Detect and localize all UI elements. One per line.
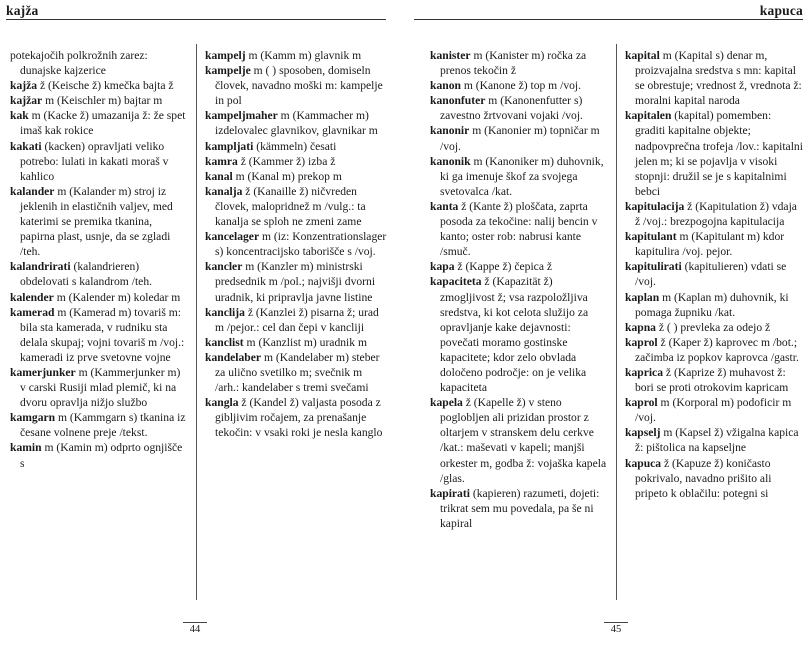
definition: m (Kapitulant m) kdor kapitulira /voj. pejor. bbox=[635, 230, 785, 259]
definition: ž (Kaper ž) kaprovec m /bot.; začimba iz popkov kaprovca /gastr. bbox=[635, 335, 799, 364]
dictionary-entry bbox=[10, 440, 188, 470]
dictionary-entry bbox=[430, 154, 610, 199]
headword: kalandrirati bbox=[10, 260, 71, 274]
headword: kanonik bbox=[430, 154, 471, 168]
page-number: 45 bbox=[610, 624, 622, 635]
headword: kapirati bbox=[430, 486, 470, 500]
dictionary-entry bbox=[430, 274, 610, 395]
dictionary-entry bbox=[205, 169, 387, 184]
headword: kakati bbox=[10, 139, 42, 153]
definition: m (Kanzlist m) uradnik m bbox=[243, 335, 367, 349]
headword: kanal bbox=[205, 169, 233, 183]
headword: kapitulant bbox=[625, 230, 677, 244]
folio-rule bbox=[604, 622, 628, 623]
headword: kapselj bbox=[625, 426, 661, 440]
folio-rule bbox=[183, 622, 207, 623]
dictionary-entry bbox=[625, 48, 803, 108]
dictionary-entry bbox=[205, 305, 387, 335]
headword: kaprol bbox=[625, 396, 658, 410]
definition: ž (Kapelle ž) v steno poglobljen ali prizidan prostor z oltarjem v stranskem delu cerkve /kat.: maševati v kapeli; manjši orkester m, godba ž: vojaška kapela /glas. bbox=[440, 396, 607, 485]
dictionary-entry bbox=[205, 229, 387, 259]
headword: kamerjunker bbox=[10, 365, 76, 379]
dictionary-entry bbox=[625, 229, 803, 259]
dictionary-entry bbox=[10, 290, 188, 305]
headword: kancler bbox=[205, 260, 243, 274]
dictionary-entry bbox=[10, 108, 188, 138]
definition: m (Korporal m) podoficir m /voj. bbox=[635, 396, 792, 425]
definition: m (Kanone ž) top m /voj. bbox=[460, 79, 582, 93]
column-2 bbox=[625, 48, 803, 501]
dictionary-entry bbox=[205, 139, 387, 154]
dictionary-entry bbox=[430, 93, 610, 123]
dictionary-entry bbox=[205, 63, 387, 108]
headword: kapital bbox=[625, 49, 660, 62]
definition: ž (Kapitulation ž) vdaja ž /voj.: brezpogojna kapitulacija bbox=[635, 199, 797, 229]
definition: (kapitulieren) vdati se /voj. bbox=[635, 260, 787, 289]
definition: ž (Kappe ž) čepica ž bbox=[454, 260, 553, 274]
headword: kanclija bbox=[205, 305, 245, 319]
definition: m (Kanonier m) topničar m /voj. bbox=[440, 124, 600, 153]
dictionary-entry bbox=[10, 259, 188, 289]
headword: kalander bbox=[10, 184, 55, 198]
dictionary-entry bbox=[205, 48, 387, 63]
definition: m (Keischler m) bajtar m bbox=[42, 94, 163, 108]
dictionary-entry bbox=[205, 350, 387, 395]
definition: ž (Kanaille ž) ničvreden človek, malopridnež m /vulg.: ta kanalja se sploh ne zmeni zame bbox=[215, 184, 366, 229]
headword: kaprica bbox=[625, 365, 664, 379]
column-1 bbox=[10, 48, 188, 471]
definition: ž (Kandel ž) valjasta posoda z gibljivim ročajem, za prenašanje tekočin: v vsaki roki je nesla kanglo bbox=[215, 396, 383, 440]
definition: m (Kanal m) prekop m bbox=[232, 169, 342, 183]
headword: kapitalen bbox=[625, 109, 672, 123]
dictionary-entry bbox=[10, 93, 188, 108]
headword: kalender bbox=[10, 290, 54, 304]
definition: m (Kanonenfutter s) zavestno žrtvovani vojaki /voj. bbox=[440, 94, 583, 123]
definition: m (Kaplan m) duhovnik, ki pomaga župniku /kat. bbox=[635, 290, 789, 319]
definition: m (Kammgarn s) tkanina iz česane volnene preje /tekst. bbox=[20, 411, 186, 440]
page-number: 44 bbox=[189, 624, 201, 635]
dictionary-entry bbox=[10, 305, 188, 365]
definition: m (Kalender m) koledar m bbox=[53, 290, 181, 304]
headword: kapitulacija bbox=[625, 199, 685, 213]
dictionary-entry bbox=[625, 320, 803, 335]
definition: ž (Kammer ž) izba ž bbox=[237, 154, 336, 168]
definition: (kapital) pomemben: graditi kapitalne objekte; nadpovprečna trofeja /lov.: kapitalni jelen m; ki se pojavlja v visoki stopnji: družil se je s kapitalnimi bebci bbox=[635, 109, 803, 198]
headword: kangla bbox=[205, 396, 239, 410]
headword: kanalja bbox=[205, 184, 243, 198]
dictionary-entry bbox=[205, 154, 387, 169]
headword: kapaciteta bbox=[430, 275, 482, 289]
dictionary-entry bbox=[10, 48, 188, 78]
definition: (kalandrieren) obdelovati s kalandrom /teh. bbox=[20, 260, 153, 289]
dictionary-entry bbox=[625, 290, 803, 320]
definition: m (Kapital s) denar m, proizvajalna sredstva s mn: kapital se obrestuje; vrednost ž, vrednota ž: moralni kapital naroda bbox=[635, 49, 802, 108]
column-divider bbox=[616, 44, 617, 600]
running-head: kapuca bbox=[759, 3, 803, 18]
headword: kancelager bbox=[205, 230, 260, 244]
headword: kanon bbox=[430, 79, 461, 93]
dictionary-entry bbox=[10, 139, 188, 184]
definition: m (Kamin m) odprto ognjišče s bbox=[20, 441, 183, 470]
headword: kampelj bbox=[205, 49, 246, 62]
dictionary-entry bbox=[625, 108, 803, 199]
definition: m (iz: Konzentrationslager s) koncentracijsko taborišče s /voj. bbox=[215, 230, 387, 259]
headword: kaprol bbox=[625, 335, 658, 349]
headword: kajžar bbox=[10, 94, 43, 108]
definition: m (Kandelaber m) steber za ulično svetilko m; svečnik m /arh.: kandelaber s tremi svečami bbox=[215, 350, 380, 395]
right-page bbox=[408, 0, 809, 660]
headword: kapa bbox=[430, 260, 455, 274]
headword: kandelaber bbox=[205, 350, 262, 364]
definition: ž (Keische ž) kmečka bajta ž bbox=[37, 79, 174, 93]
dictionary-entry bbox=[205, 335, 387, 350]
dictionary-entry bbox=[205, 184, 387, 229]
dictionary-entry bbox=[10, 184, 188, 259]
definition: m (Kanzler m) ministrski predsednik m /pol.; najvišji dvorni uradnik, ki pripravlja javne listine bbox=[215, 260, 376, 304]
definition: potekajočih polkrožnih zarez: dunajske kajzerice bbox=[10, 49, 148, 78]
left-page bbox=[0, 0, 392, 660]
definition: (kämmeln) česati bbox=[253, 139, 337, 153]
headword: kanonir bbox=[430, 124, 470, 138]
headword: kapela bbox=[430, 396, 463, 410]
definition: ž ( ) prevleka za odejo ž bbox=[655, 320, 771, 334]
definition: m (Kalander m) stroj iz jeklenih in elastičnih valjev, med katerimi se premika tkanina, papirna plast, usnje, da se zgladi /teh. bbox=[20, 184, 173, 259]
definition: m (Kacke ž) umazanija ž: že spet imaš kak rokice bbox=[20, 109, 186, 138]
dictionary-entry bbox=[10, 410, 188, 440]
dictionary-entry bbox=[430, 259, 610, 274]
dictionary-entry bbox=[625, 425, 803, 455]
definition: m (Kanister m) ročka za prenos tekočin ž bbox=[440, 49, 587, 78]
headword: kajža bbox=[10, 79, 38, 93]
header-rule bbox=[414, 19, 803, 20]
headword: kampljati bbox=[205, 139, 254, 153]
headword: kamin bbox=[10, 441, 42, 455]
running-head: kajža bbox=[6, 3, 39, 18]
definition: m (Kamm m) glavnik m bbox=[245, 49, 362, 62]
dictionary-entry bbox=[10, 78, 188, 93]
headword: kapna bbox=[625, 320, 656, 334]
headword: kaplan bbox=[625, 290, 660, 304]
dictionary-entry bbox=[430, 486, 610, 531]
definition: ž (Kaprize ž) muhavost ž: bori se proti otrokovim kapricam bbox=[635, 365, 789, 395]
dictionary-entry bbox=[205, 259, 387, 304]
headword: kapuca bbox=[625, 456, 662, 470]
dictionary-entry bbox=[205, 108, 387, 138]
headword: kamerad bbox=[10, 305, 55, 319]
definition: m ( ) sposoben, domiseln človek, navadno moški m: kampelje in pol bbox=[215, 64, 383, 108]
headword: kanta bbox=[430, 199, 459, 213]
dictionary-entry bbox=[625, 395, 803, 425]
dictionary-entry bbox=[625, 199, 803, 229]
headword: kanister bbox=[430, 49, 471, 62]
dictionary-entry bbox=[625, 335, 803, 365]
definition: ž (Kapuze ž) koničasto pokrivalo, navadno prišito ali pripeto k oblačilu: potegni si bbox=[635, 456, 772, 500]
dictionary-entry bbox=[430, 395, 610, 486]
dictionary-entry bbox=[625, 259, 803, 289]
headword: kampeljmaher bbox=[205, 109, 278, 123]
column-1 bbox=[430, 48, 610, 531]
dictionary-entry bbox=[625, 365, 803, 395]
dictionary-entry bbox=[430, 78, 610, 93]
headword: kanclist bbox=[205, 335, 244, 349]
headword: kanonfuter bbox=[430, 94, 486, 108]
headword: kapitulirati bbox=[625, 260, 682, 274]
definition: m (Kammacher m) izdelovalec glavnikov, glavnikar m bbox=[215, 109, 378, 138]
definition: ž (Kapazität ž) zmogljivost ž; vsa razpoložljiva sredstva, ki kot celota služijo za opravljanje kake dejavnosti: povečati moramo gostinske kapacitete; kdor zelo obvlada določeno področje: on je velika kapaciteta bbox=[440, 275, 589, 395]
headword: kamgarn bbox=[10, 411, 56, 425]
dictionary-entry bbox=[430, 199, 610, 259]
definition: m (Kapsel ž) vžigalna kapica ž: pištolica na kapseljne bbox=[635, 426, 799, 455]
header-rule bbox=[6, 19, 386, 20]
definition: ž (Kanzlei ž) pisarna ž; urad m /pejor.: cel dan čepi v kancliji bbox=[215, 305, 379, 334]
headword: kampelje bbox=[205, 64, 251, 78]
headword: kak bbox=[10, 109, 29, 123]
dictionary-entry bbox=[625, 456, 803, 501]
dictionary-entry bbox=[430, 123, 610, 153]
definition: m (Kammerjunker m) v carski Rusiji mlad plemič, ki na dvoru opravlja nižjo službo bbox=[20, 365, 181, 410]
dictionary-entry bbox=[430, 48, 610, 78]
headword: kamra bbox=[205, 154, 238, 168]
definition: m (Kanoniker m) duhovnik, ki ga imenuje škof za svojega svetovalca /kat. bbox=[440, 154, 604, 198]
definition: (kacken) opravljati veliko potrebo: lulati in kakati moraš v kahlico bbox=[20, 139, 169, 183]
definition: ž (Kante ž) ploščata, zaprta posoda za tekočine: nalij bencin v kanto; oster rob: nabrusi kante /smuč. bbox=[440, 199, 598, 259]
dictionary-entry bbox=[205, 395, 387, 440]
column-divider bbox=[196, 44, 197, 600]
definition: m (Kamerad m) tovariš m: bila sta kamerada, v rudniku sta delala skupaj; vojni tovariš m /voj.: kameradi iz prve svetovne vojne bbox=[20, 305, 185, 364]
column-2 bbox=[205, 48, 387, 440]
dictionary-entry bbox=[10, 365, 188, 410]
definition: (kapieren) razumeti, dojeti: trikrat sem mu povedala, pa še ni kapiral bbox=[440, 486, 600, 530]
